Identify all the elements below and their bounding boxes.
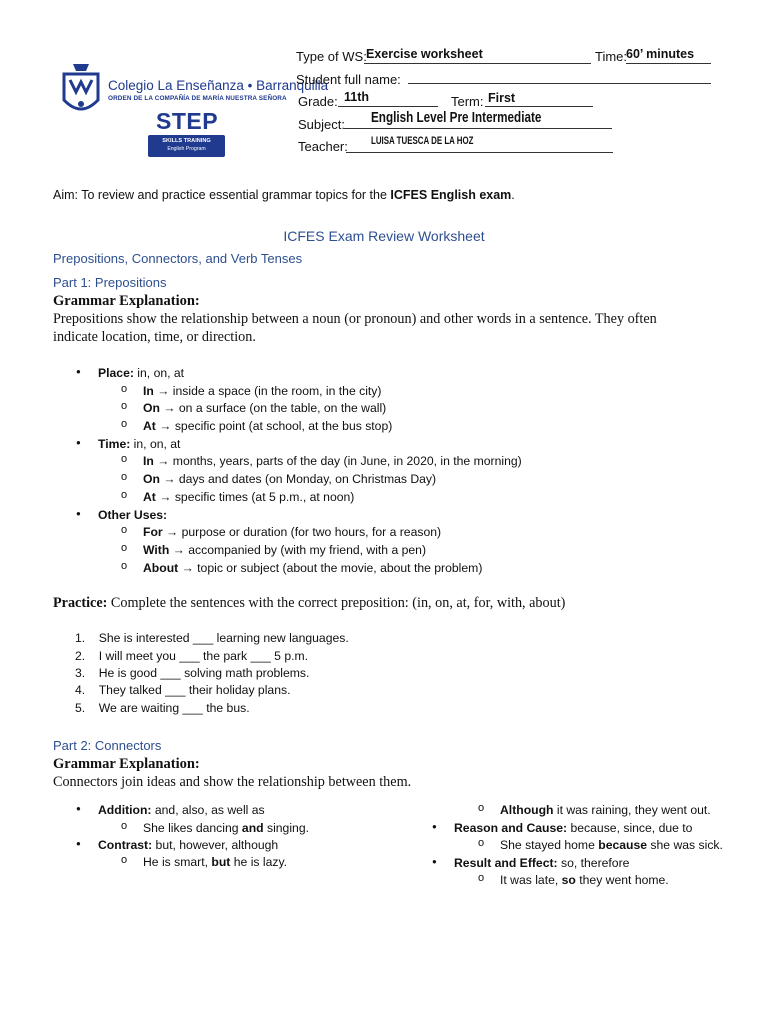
part1-explanation-line1: Prepositions show the relationship between a noun (or pronoun) and other words in a sentence. They often bbox=[53, 311, 657, 327]
term-label: Term: bbox=[451, 94, 484, 109]
grade-value[interactable]: 11th bbox=[344, 90, 370, 104]
exercise-2-text: I will meet you ___ the park ___ 5 p.m. bbox=[98, 649, 309, 663]
school-name: Colegio La Enseñanza • Barranquilla bbox=[108, 78, 329, 93]
other-item-about bbox=[143, 561, 482, 575]
addition-ex-c: singing. bbox=[263, 821, 309, 835]
term-line bbox=[485, 106, 593, 107]
contrast-ex-a: He is smart, bbox=[143, 855, 212, 869]
time-item-in-t: → months, years, parts of the day (in June, in 2020, in the morning) bbox=[153, 454, 522, 468]
reason-example bbox=[500, 838, 723, 852]
addition-rest: and, also, as well as bbox=[151, 803, 265, 817]
contrast-bullet bbox=[98, 838, 278, 852]
reason-ex-c: she was sick. bbox=[647, 838, 723, 852]
time-item-at-b: At bbox=[143, 490, 156, 504]
part1-explanation-line2: indicate location, time, or direction. bbox=[53, 329, 256, 345]
time-item-at bbox=[143, 490, 354, 504]
time-item-on bbox=[143, 472, 436, 486]
time-value[interactable]: 60’ minutes bbox=[626, 47, 695, 61]
reason-ex-b: because bbox=[598, 838, 648, 852]
contrast-example bbox=[143, 855, 287, 869]
reason-ex-a: She stayed home bbox=[500, 838, 599, 852]
part2-explanation-title: Grammar Explanation: bbox=[53, 756, 200, 772]
place-item-at-b: At bbox=[143, 419, 156, 433]
although-b: Although bbox=[500, 803, 554, 817]
although-example bbox=[500, 803, 711, 817]
place-label: Place: bbox=[98, 366, 134, 380]
result-example bbox=[500, 873, 669, 887]
exercise-3[interactable]: 3. He is good ___ solving math problems. bbox=[75, 666, 310, 680]
place-bullet bbox=[98, 366, 184, 380]
result-ex-c: they went home. bbox=[575, 873, 669, 887]
page-title: ICFES Exam Review Worksheet bbox=[283, 228, 485, 244]
addition-bullet bbox=[98, 803, 265, 817]
addition-ex-a: She likes dancing bbox=[143, 821, 242, 835]
step-logo-text: STEP bbox=[156, 108, 219, 134]
other-uses-label: Other Uses: bbox=[98, 508, 168, 522]
place-item-in bbox=[143, 384, 381, 398]
other-uses-bullet bbox=[98, 508, 167, 522]
teacher-line bbox=[346, 152, 613, 153]
time-group-label: Time: bbox=[98, 437, 131, 451]
step-badge-line2: English Program bbox=[167, 146, 206, 152]
subject-label: Subject: bbox=[298, 117, 345, 132]
practice-instruction bbox=[53, 595, 565, 612]
contrast-ex-c: he is lazy. bbox=[230, 855, 288, 869]
exercise-2[interactable]: 2. I will meet you ___ the park ___ 5 p.m. bbox=[75, 649, 309, 663]
exercise-5-text: We are waiting ___ the bus. bbox=[98, 701, 250, 715]
addition-label: Addition: bbox=[98, 803, 152, 817]
addition-example bbox=[143, 821, 309, 835]
other-item-with bbox=[143, 543, 426, 557]
part2-explanation-line1: Connectors join ideas and show the relationship between them. bbox=[53, 774, 412, 790]
grade-line bbox=[338, 106, 438, 107]
school-subtitle: ORDEN DE LA COMPAÑÍA DE MARÍA NUESTRA SEÑORA bbox=[108, 95, 287, 102]
other-item-for bbox=[143, 525, 441, 539]
aim-bold: ICFES English exam bbox=[390, 188, 512, 202]
teacher-value[interactable]: LUISA TUESCA DE LA HOZ bbox=[371, 135, 474, 147]
other-item-with-t: → accompanied by (with my friend, with a pen) bbox=[169, 543, 427, 557]
other-item-about-t: → topic or subject (about the movie, about the problem) bbox=[178, 561, 483, 575]
type-line bbox=[364, 63, 591, 64]
subject-value[interactable]: English Level Pre Intermediate bbox=[371, 109, 542, 126]
exercise-4[interactable]: 4. They talked ___ their holiday plans. bbox=[75, 683, 291, 697]
part2-heading: Part 2: Connectors bbox=[53, 738, 162, 753]
exercise-1[interactable]: 1. She is interested ___ learning new languages. bbox=[75, 631, 349, 645]
place-item-on-t: → on a surface (on the table, on the wall) bbox=[159, 401, 387, 415]
place-item-on bbox=[143, 401, 386, 415]
time-item-in bbox=[143, 454, 522, 468]
student-label: Student full name: bbox=[296, 72, 401, 87]
time-item-at-t: → specific times (at 5 p.m., at noon) bbox=[155, 490, 355, 504]
place-item-in-t: → inside a space (in the room, in the city) bbox=[153, 384, 382, 398]
part1-explanation-title: Grammar Explanation: bbox=[53, 293, 200, 309]
time-line bbox=[626, 63, 711, 64]
place-rest: in, on, at bbox=[133, 366, 185, 380]
result-rest: so, therefore bbox=[557, 856, 630, 870]
school-crest-icon bbox=[60, 60, 102, 120]
time-label: Time: bbox=[595, 49, 628, 64]
exercise-5[interactable]: 5. We are waiting ___ the bus. bbox=[75, 701, 250, 715]
place-item-on-b: On bbox=[143, 401, 160, 415]
page-subtitle: Prepositions, Connectors, and Verb Tenses bbox=[53, 251, 303, 266]
exercise-1-text: She is interested ___ learning new languages. bbox=[98, 631, 349, 645]
time-bullet bbox=[98, 437, 180, 451]
result-ex-b: so bbox=[561, 873, 576, 887]
time-item-on-t: → days and dates (on Monday, on Christmas Day) bbox=[159, 472, 437, 486]
aim-prefix: Aim: To review and practice essential grammar topics for the bbox=[53, 188, 391, 202]
term-value[interactable]: First bbox=[488, 91, 516, 105]
reason-rest: because, since, due to bbox=[567, 821, 693, 835]
contrast-ex-b: but bbox=[211, 855, 231, 869]
contrast-label: Contrast: bbox=[98, 838, 153, 852]
student-name-field[interactable] bbox=[408, 83, 711, 84]
practice-text: Complete the sentences with the correct preposition: (in, on, at, for, with, about) bbox=[107, 595, 566, 611]
time-group-rest: in, on, at bbox=[130, 437, 181, 451]
time-item-in-b: In bbox=[143, 454, 154, 468]
step-badge bbox=[148, 135, 225, 157]
reason-label: Reason and Cause: bbox=[454, 821, 568, 835]
result-bullet bbox=[454, 856, 629, 870]
although-t: it was raining, they went out. bbox=[553, 803, 711, 817]
type-value[interactable]: Exercise worksheet bbox=[366, 47, 483, 61]
other-item-for-b: For bbox=[143, 525, 163, 539]
part1-heading: Part 1: Prepositions bbox=[53, 275, 167, 290]
step-badge-line1: SKILLS TRAINING bbox=[162, 138, 211, 144]
aim-suffix: . bbox=[511, 188, 515, 202]
exercise-3-text: He is good ___ solving math problems. bbox=[98, 666, 310, 680]
practice-label: Practice: bbox=[53, 595, 108, 611]
type-label: Type of WS: bbox=[296, 49, 367, 64]
reason-bullet bbox=[454, 821, 692, 835]
other-item-with-b: With bbox=[143, 543, 170, 557]
result-ex-a: It was late, bbox=[500, 873, 562, 887]
other-item-about-b: About bbox=[143, 561, 179, 575]
grade-label: Grade: bbox=[298, 94, 338, 109]
place-item-at bbox=[143, 419, 392, 433]
teacher-label: Teacher: bbox=[298, 139, 348, 154]
time-item-on-b: On bbox=[143, 472, 160, 486]
contrast-rest: but, however, although bbox=[152, 838, 279, 852]
result-label: Result and Effect: bbox=[454, 856, 558, 870]
other-item-for-t: → purpose or duration (for two hours, for a reason) bbox=[162, 525, 442, 539]
aim-text bbox=[53, 188, 515, 202]
place-item-in-b: In bbox=[143, 384, 154, 398]
addition-ex-b: and bbox=[241, 821, 264, 835]
subject-line bbox=[344, 128, 612, 129]
exercise-4-text: They talked ___ their holiday plans. bbox=[98, 683, 291, 697]
place-item-at-t: → specific point (at school, at the bus stop) bbox=[155, 419, 393, 433]
